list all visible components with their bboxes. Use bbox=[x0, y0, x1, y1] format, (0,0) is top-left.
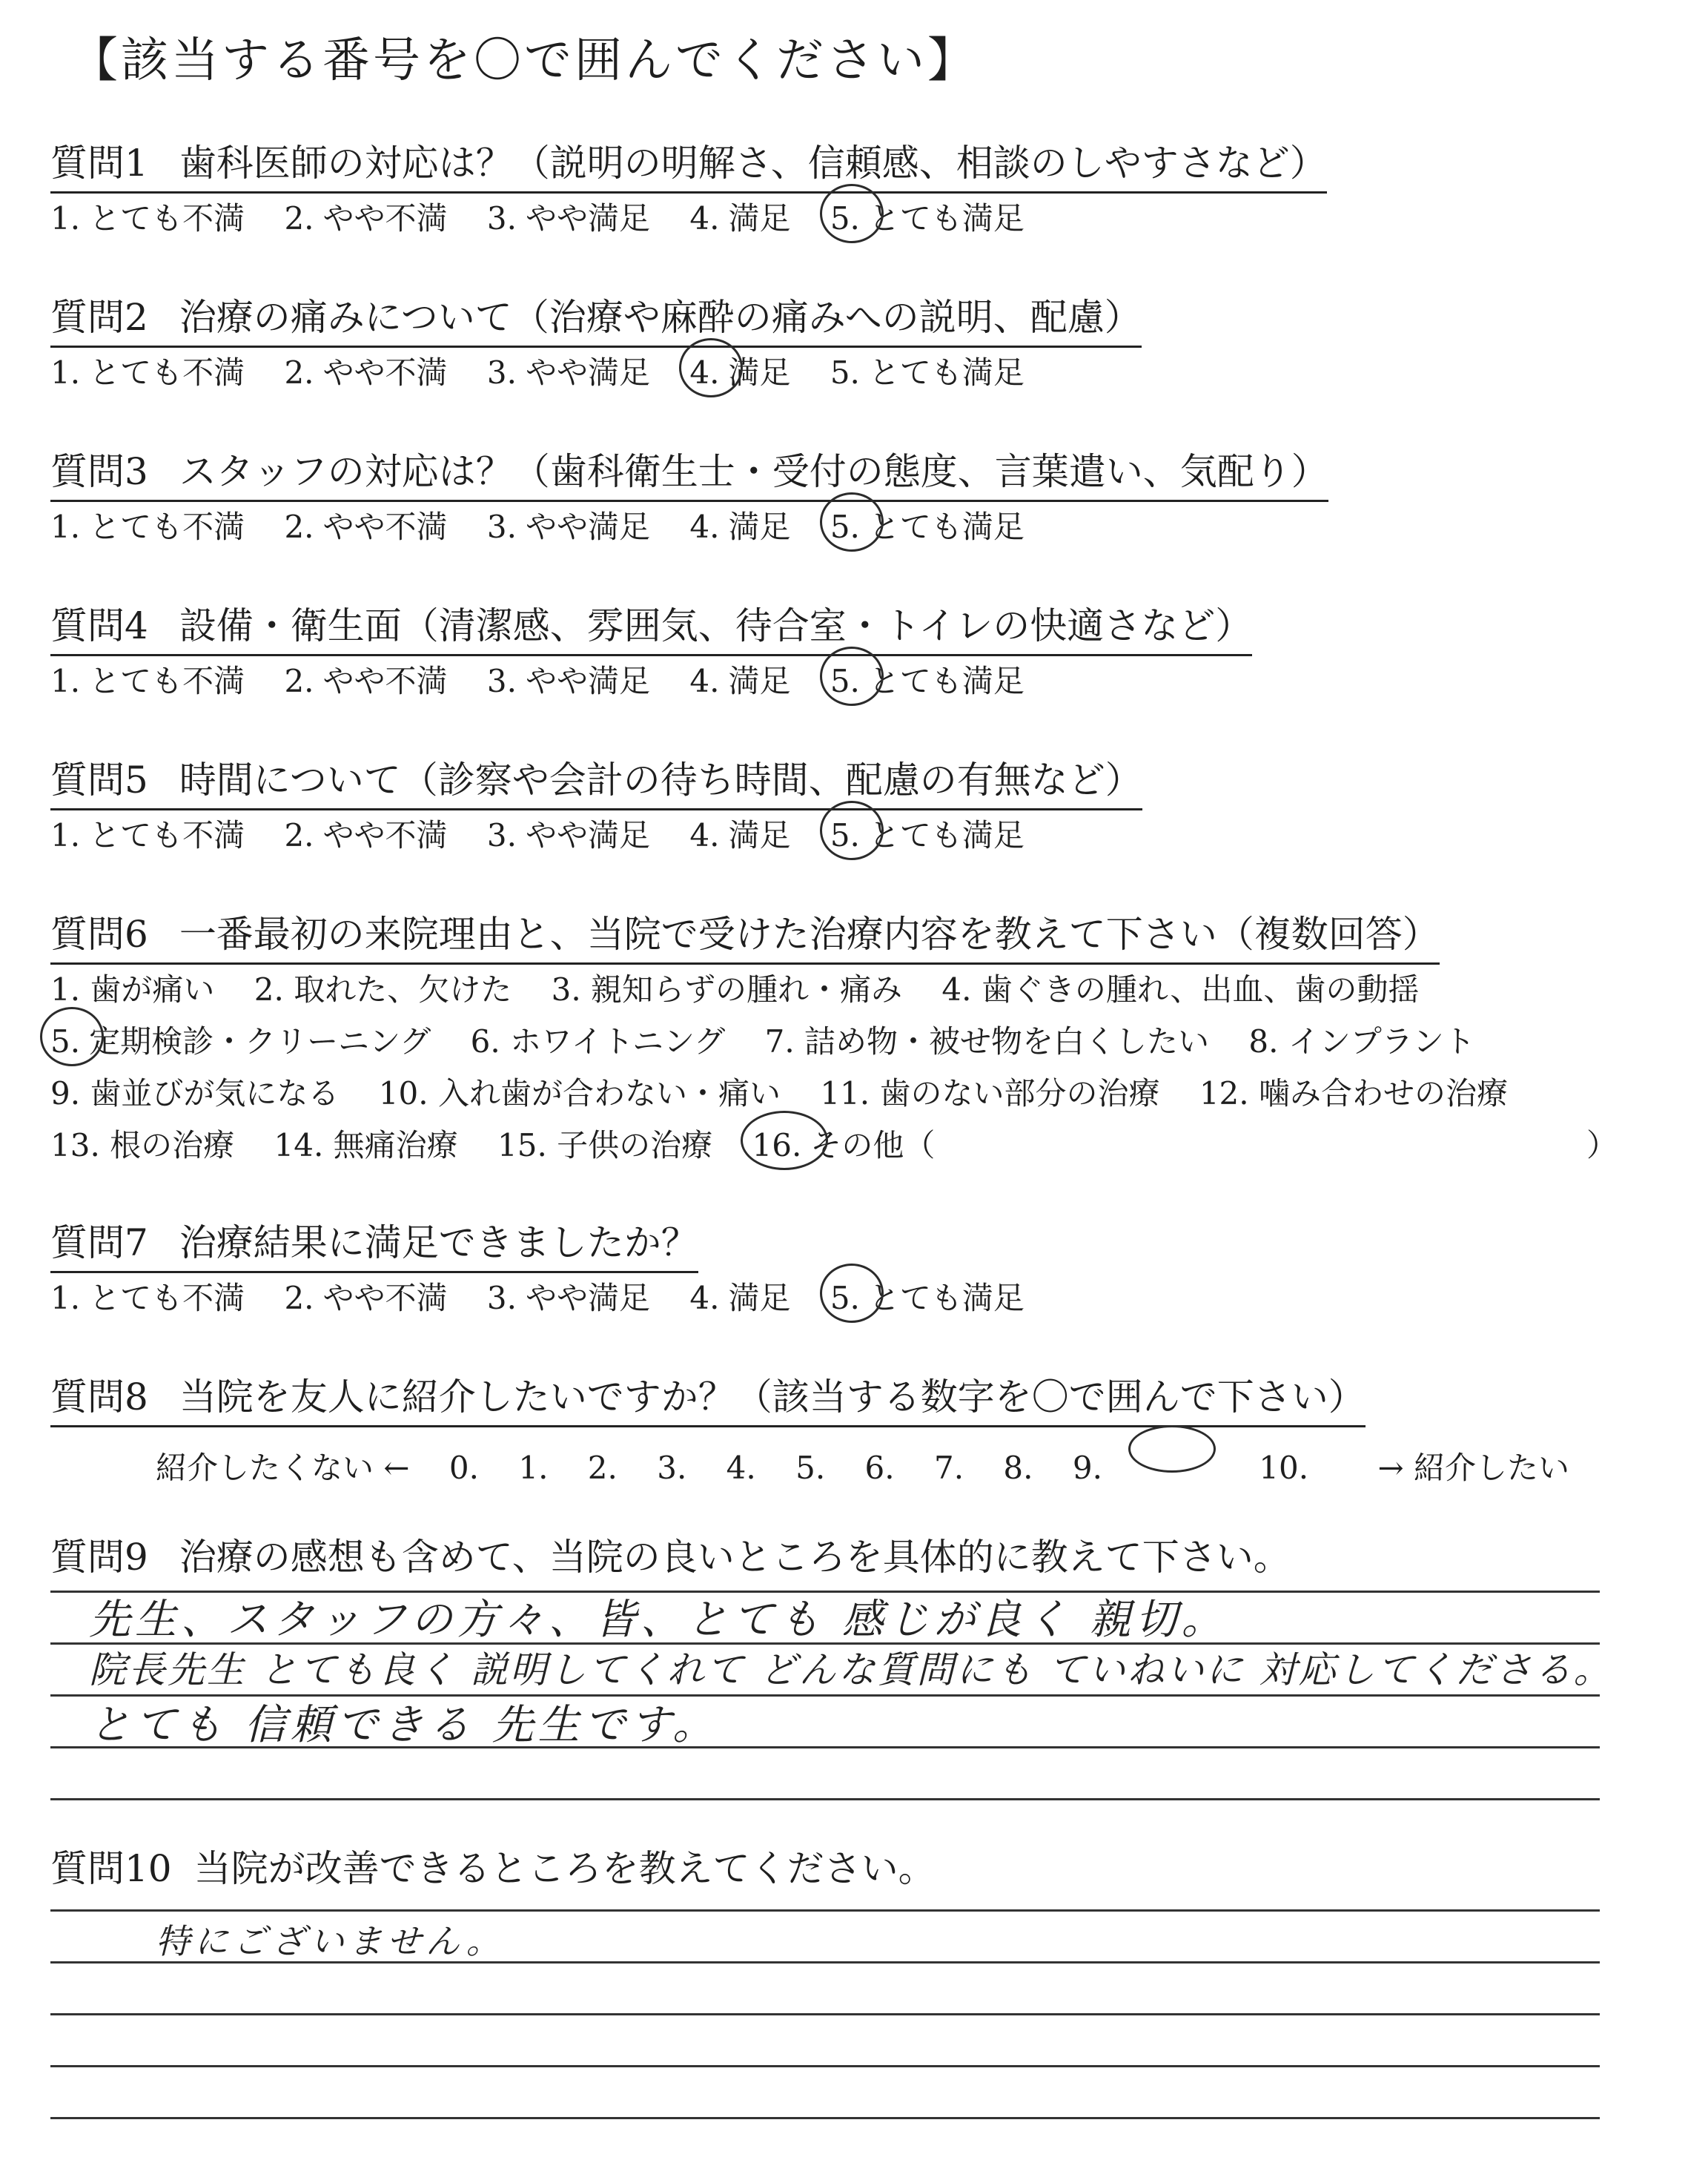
scale-2[interactable]: 2. bbox=[587, 1450, 618, 1486]
handwritten-answer-line-2: 院長先生 とても良く 説明してくれて どんな質問にも ていねいに 対応してくださる。 bbox=[89, 1648, 1613, 1691]
option-1[interactable]: 1. とても不満 bbox=[50, 509, 245, 545]
question-2-options bbox=[50, 349, 1054, 393]
question-text: 一番最初の来院理由と、当院で受けた治療内容を教えて下さい（複数回答） bbox=[179, 913, 1440, 956]
option-1[interactable]: 1. とても不満 bbox=[50, 200, 245, 237]
scale-right-label: → 紹介したい bbox=[1377, 1450, 1569, 1486]
question-2-title bbox=[50, 288, 1142, 348]
question-1-options bbox=[50, 194, 1054, 239]
question-5-title bbox=[50, 750, 1142, 810]
option-3[interactable]: 3. やや満足 bbox=[486, 663, 650, 699]
option-4[interactable]: 4. 満足 bbox=[689, 349, 790, 393]
answer-line bbox=[50, 1798, 1600, 1800]
question-3-title bbox=[50, 442, 1328, 502]
question-number: 質問9 bbox=[50, 1536, 148, 1579]
option-2[interactable]: 2. やや不満 bbox=[284, 817, 448, 853]
answer-line bbox=[50, 1909, 1600, 1912]
option-3[interactable]: 3. やや満足 bbox=[486, 354, 650, 391]
question-6-row-3 bbox=[50, 1069, 1537, 1114]
question-text: 当院が改善できるところを教えてください。 bbox=[193, 1847, 936, 1890]
option-2[interactable]: 2. やや不満 bbox=[284, 200, 448, 237]
option-2[interactable]: 2. やや不満 bbox=[284, 354, 448, 391]
question-9-title bbox=[50, 1527, 1291, 1581]
answer-line bbox=[50, 2117, 1600, 2119]
option-5[interactable]: 5. とても満足 bbox=[830, 194, 1025, 239]
option-1[interactable]: 1. とても不満 bbox=[50, 354, 245, 391]
question-6-row-1 bbox=[50, 965, 1449, 1010]
option-14[interactable]: 14. 無痛治療 bbox=[274, 1127, 458, 1163]
scale-4[interactable]: 4. bbox=[726, 1450, 756, 1486]
question-number: 質問6 bbox=[50, 913, 148, 956]
scale-5[interactable]: 5. bbox=[795, 1450, 826, 1486]
option-6[interactable]: 6. ホワイトニング bbox=[470, 1023, 726, 1060]
question-4-options bbox=[50, 657, 1054, 701]
question-7-title bbox=[50, 1213, 698, 1273]
question-text: 時間について（診察や会計の待ち時間、配慮の有無など） bbox=[179, 759, 1142, 802]
option-1[interactable]: 1. とても不満 bbox=[50, 817, 245, 853]
scale-left-label: 紹介したくない ← bbox=[156, 1450, 410, 1486]
hand-circle-mark bbox=[820, 184, 884, 243]
question-6-row-2 bbox=[50, 1017, 1505, 1062]
question-6-row-4 bbox=[50, 1121, 964, 1166]
question-number: 質問2 bbox=[50, 296, 148, 339]
scale-0[interactable]: 0. bbox=[448, 1450, 479, 1486]
question-4-title bbox=[50, 596, 1252, 656]
option-16[interactable]: 16. その他（ bbox=[752, 1121, 936, 1166]
option-2[interactable]: 2. やや不満 bbox=[284, 1280, 448, 1316]
option-3[interactable]: 3. やや満足 bbox=[486, 1280, 650, 1316]
scale-9[interactable]: 9. bbox=[1072, 1450, 1102, 1486]
question-number: 質問5 bbox=[50, 759, 148, 802]
option-5[interactable]: 5. 定期検診・クリーニング bbox=[50, 1017, 431, 1062]
question-number: 質問4 bbox=[50, 604, 148, 647]
option-3[interactable]: 3. やや満足 bbox=[486, 509, 650, 545]
option-4[interactable]: 4. 歯ぐきの腫れ、出血、歯の動揺 bbox=[941, 971, 1420, 1008]
answer-line bbox=[50, 2065, 1600, 2067]
option-2[interactable]: 2. やや不満 bbox=[284, 509, 448, 545]
option-3[interactable]: 3. やや満足 bbox=[486, 200, 650, 237]
option-3[interactable]: 3. やや満足 bbox=[486, 817, 650, 853]
option-9[interactable]: 9. 歯並びが気になる bbox=[50, 1075, 340, 1112]
option-7[interactable]: 7. 詰め物・被せ物を白くしたい bbox=[764, 1023, 1210, 1060]
question-3-options bbox=[50, 503, 1054, 547]
option-2[interactable]: 2. 取れた、欠けた bbox=[254, 971, 512, 1008]
question-8-title bbox=[50, 1367, 1366, 1427]
question-number: 質問3 bbox=[50, 450, 148, 493]
option-4[interactable]: 4. 満足 bbox=[689, 509, 791, 545]
scale-1[interactable]: 1. bbox=[518, 1450, 549, 1486]
option-1[interactable]: 1. 歯が痛い bbox=[50, 971, 215, 1008]
question-text: 設備・衛生面（清潔感、雰囲気、待合室・トイレの快適さなど） bbox=[179, 604, 1253, 647]
question-text: 治療の感想も含めて、当院の良いところを具体的に教えて下さい。 bbox=[179, 1536, 1291, 1579]
option-8[interactable]: 8. インプラント bbox=[1248, 1023, 1475, 1060]
option-13[interactable]: 13. 根の治療 bbox=[50, 1127, 235, 1163]
question-7-options bbox=[50, 1274, 1054, 1318]
option-12[interactable]: 12. 噛み合わせの治療 bbox=[1199, 1075, 1508, 1112]
option-4[interactable]: 4. 満足 bbox=[689, 817, 791, 853]
option-5[interactable]: 5. とても満足 bbox=[830, 811, 1025, 856]
question-text: 治療の痛みについて（治療や麻酔の痛みへの説明、配慮） bbox=[179, 296, 1142, 339]
answer-line bbox=[50, 2013, 1600, 2015]
option-4[interactable]: 4. 満足 bbox=[689, 1280, 791, 1316]
question-1-title bbox=[50, 133, 1327, 194]
question-number: 質問8 bbox=[50, 1375, 148, 1418]
option-11[interactable]: 11. 歯のない部分の治療 bbox=[820, 1075, 1160, 1112]
question-6-title bbox=[50, 905, 1440, 965]
question-number: 質問7 bbox=[50, 1221, 148, 1264]
question-text: スタッフの対応は？（歯科衛生士・受付の態度、言葉遣い、気配り） bbox=[179, 450, 1328, 493]
option-4[interactable]: 4. 満足 bbox=[689, 200, 791, 237]
question-number: 質問1 bbox=[50, 142, 148, 185]
other-close-paren: ） bbox=[1586, 1127, 1618, 1163]
option-3[interactable]: 3. 親知らずの腫れ・痛み bbox=[551, 971, 903, 1008]
question-10-title bbox=[50, 1839, 936, 1892]
handwritten-answer-line-1: 先生、スタッフの方々、皆、とても 感じが良く 親切。 bbox=[89, 1596, 1228, 1644]
option-2[interactable]: 2. やや不満 bbox=[284, 663, 448, 699]
scale-7[interactable]: 7. bbox=[933, 1450, 964, 1486]
recommend-scale bbox=[156, 1431, 1599, 1488]
hand-circle-mark bbox=[40, 1007, 104, 1066]
hand-circle-mark bbox=[820, 492, 884, 552]
question-text: 当院を友人に紹介したいですか？（該当する数字を〇で囲んで下さい） bbox=[179, 1375, 1366, 1418]
option-5[interactable]: 5. とても満足 bbox=[830, 503, 1025, 547]
option-10[interactable]: 10. 入れ歯が合わない・痛い bbox=[378, 1075, 781, 1112]
option-4[interactable]: 4. 満足 bbox=[689, 663, 791, 699]
option-1[interactable]: 1. とても不満 bbox=[50, 663, 245, 699]
page-header: 【該当する番号を〇で囲んでください】 bbox=[70, 33, 978, 88]
hand-circle-mark bbox=[820, 647, 884, 706]
option-5[interactable]: 5. とても満足 bbox=[830, 354, 1025, 391]
option-5[interactable]: 5. とても満足 bbox=[830, 1274, 1025, 1318]
scale-3[interactable]: 3. bbox=[657, 1450, 687, 1486]
handwritten-answer-line-3: とても 信頼できる 先生です。 bbox=[89, 1701, 719, 1749]
option-15[interactable]: 15. 子供の治療 bbox=[497, 1127, 713, 1163]
hand-circle-mark bbox=[820, 1264, 884, 1323]
hand-circle-mark bbox=[679, 338, 743, 397]
scale-6[interactable]: 6. bbox=[864, 1450, 895, 1486]
question-text: 治療結果に満足できましたか？ bbox=[179, 1221, 698, 1264]
scale-8[interactable]: 8. bbox=[1003, 1450, 1033, 1486]
hand-circle-mark bbox=[1128, 1425, 1216, 1473]
option-1[interactable]: 1. とても不満 bbox=[50, 1280, 245, 1316]
scale-10[interactable]: 10. bbox=[1142, 1431, 1338, 1486]
question-text: 歯科医師の対応は？（説明の明解さ、信頼感、相談のしやすさなど） bbox=[179, 142, 1327, 185]
question-number: 質問10 bbox=[50, 1847, 172, 1890]
handwritten-answer-line-1: 特にございません。 bbox=[156, 1921, 505, 1961]
hand-circle-mark bbox=[741, 1111, 828, 1170]
question-5-options bbox=[50, 811, 1054, 856]
hand-circle-mark bbox=[820, 801, 884, 860]
option-5[interactable]: 5. とても満足 bbox=[830, 657, 1025, 701]
